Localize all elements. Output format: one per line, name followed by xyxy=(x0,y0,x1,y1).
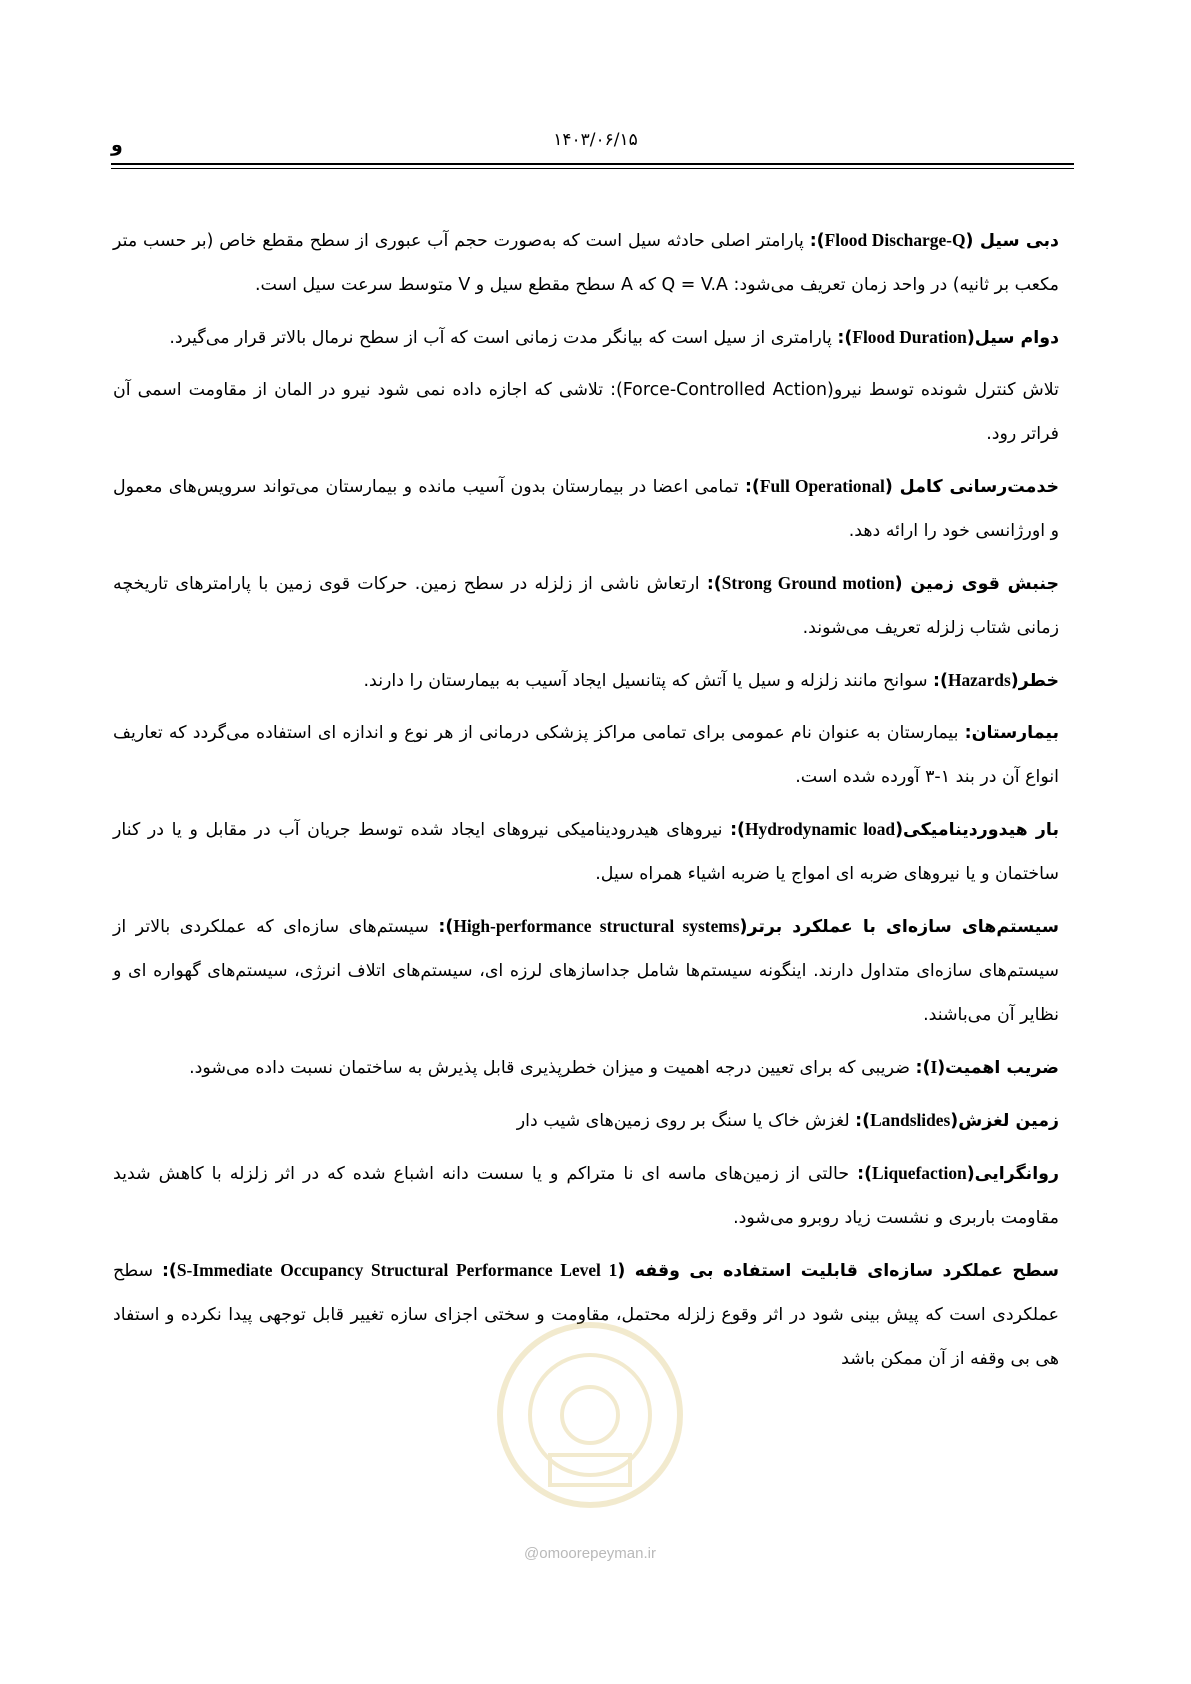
definition-term-close: ): xyxy=(855,1111,871,1131)
definition-paragraph xyxy=(113,904,1059,1037)
definition-term: بار هیدوردینامیکی( xyxy=(895,820,1059,840)
definition-paragraph xyxy=(113,315,1059,360)
definition-term: زمین لغزش( xyxy=(950,1111,1059,1131)
definition-paragraph xyxy=(113,464,1059,553)
definition-term-english: S-Immediate Occupancy Structural Performance Level 1 xyxy=(176,1260,618,1280)
definition-text: سوانح مانند زلزله و سیل یا آتش که پتانسیل ایجاد آسیب به بیمارستان را دارند. xyxy=(363,671,934,691)
definition-term-english: Hydrodynamic load xyxy=(744,819,896,839)
watermark-text: @omoorepeyman.ir xyxy=(524,1545,656,1562)
definition-paragraph xyxy=(113,218,1059,307)
definition-term-close: ): xyxy=(857,1164,873,1184)
definition-text: پارامتر اصلی حادثه سیل است که به‌صورت حجم آب عبوری از سطح مقطع خاص (بر حسب متر مکعب بر ثانیه) در واحد زمان تعریف می‌شود: Q = V.A که A سطح مقطع سیل و V متوسط سرعت سیل است. xyxy=(113,231,1059,295)
definition-term-close: ): xyxy=(837,328,853,348)
definition-term: خدمت‌رسانی کامل ( xyxy=(884,477,1060,497)
definition-term-english: I xyxy=(930,1057,938,1077)
definition-text: لغزش خاک یا سنگ بر روی زمین‌های شیب دار xyxy=(516,1111,856,1131)
definition-term: خطر( xyxy=(1010,671,1059,691)
definition-term-english: Full Operational xyxy=(759,476,885,496)
definition-paragraph xyxy=(113,1045,1059,1090)
definition-paragraph xyxy=(113,711,1059,799)
definition-paragraph xyxy=(113,1098,1059,1143)
definition-term: دوام سیل( xyxy=(966,328,1059,348)
definition-text: ارتعاش ناشی از زلزله در سطح زمین. حرکات قوی زمین با پارامترهای تاریخچه زمانی شتاب زلزله تعریف می‌شوند. xyxy=(113,574,1059,638)
definition-term: روانگرایی( xyxy=(966,1164,1059,1184)
definition-term: سیستم‌های سازه‌ای با عملکرد برتر( xyxy=(739,917,1059,937)
definition-term: دبی سیل ( xyxy=(965,231,1059,251)
definition-paragraph xyxy=(113,368,1059,456)
header-rule-thick xyxy=(111,163,1074,165)
definition-term-english: Liquefaction xyxy=(872,1163,967,1183)
definition-text: تمامی اعضا در بیمارستان بدون آسیب مانده و بیمارستان می‌تواند سرویس‌های معمول و اورژانسی خود را ارائه دهد. xyxy=(113,477,1059,541)
definition-text: سیستم‌های سازه‌ای که عملکردی بالاتر از سیستم‌های سازه‌ای متداول دارند. اینگونه سیستم‌ها شامل جداسازهای لرزه ای، سیستم‌های اتلاف انرژی، سیستم‌های گهواره ای و نظایر آن می‌باشند. xyxy=(113,917,1059,1025)
definition-term-english: Hazards xyxy=(947,670,1011,690)
definition-text: سطح عملکردی است که پیش بینی شود در اثر وقوع زلزله محتمل، مقاومت و سختی اجزای سازه تغییر قابل توجهی پیدا نکرده و استفاد هی بی وقفه از آن ممکن باشد xyxy=(113,1261,1059,1369)
definition-term-english: Flood Discharge-Q xyxy=(824,230,966,250)
definition-text: پارامتری از سیل است که بیانگر مدت زمانی است که آب از سطح نرمال بالاتر قرار می‌گیرد. xyxy=(169,328,838,348)
definition-text: حالتی از زمین‌های ماسه ای نا متراکم و یا سست دانه اشباع شده که در اثر زلزله با کاهش شدید مقاومت باربری و نشست زیاد روبرو می‌شود. xyxy=(113,1164,1059,1228)
definition-term-english: High-performance structural systems xyxy=(453,916,740,936)
definition-term-close: ): xyxy=(915,1058,931,1078)
definitions-list xyxy=(113,218,1059,1389)
definition-term-english: Landslides xyxy=(870,1110,951,1130)
definition-paragraph xyxy=(113,658,1059,703)
page-number: و xyxy=(111,134,123,156)
definition-paragraph xyxy=(113,1151,1059,1240)
definition-term-close: ): xyxy=(438,917,454,937)
header-date: ۱۴۰۳/۰۶/۱۵ xyxy=(553,130,638,150)
definition-term-close: ): xyxy=(161,1261,177,1281)
definition-paragraph xyxy=(113,561,1059,650)
definition-text: نیروهای هیدرودینامیکی نیروهای ایجاد شده توسط جریان آب در مقابل و یا در کنار ساختمان و یا نیروهای ضربه ای امواج یا ضربه اشیاء همراه سیل. xyxy=(113,820,1059,884)
watermark-seal-icon xyxy=(490,1315,690,1515)
definition-text: ضریبی که برای تعیین درجه اهمیت و میزان خطرپذیری قابل پذیرش به ساختمان نسبت داده می‌شود. xyxy=(189,1058,916,1078)
header-rule-thin xyxy=(111,168,1074,169)
definition-text: تلاش کنترل شونده توسط نیرو(Force-Controlled Action): تلاشی که اجازه داده نمی شود نیرو در المان از مقاومت اسمی آن فراتر رود. xyxy=(113,380,1059,444)
definition-term: ضریب اهمیت( xyxy=(937,1058,1059,1078)
definition-term-close: ): xyxy=(706,574,722,594)
definition-term-close: ): xyxy=(744,477,760,497)
definition-term-english: Strong Ground motion xyxy=(721,573,895,593)
definition-term: جنبش قوی زمین ( xyxy=(894,574,1059,594)
definition-text: بیمارستان به عنوان نام عمومی برای تمامی مراکز پزشکی درمانی از هر نوع و اندازه ای استفاده می‌گردد که تعاریف انواع آن در بند ۱-۳ آورده شده است. xyxy=(113,723,1059,787)
definition-term-close: ): xyxy=(730,820,745,840)
definition-term: بیمارستان: xyxy=(964,723,1059,743)
definition-term-close: ): xyxy=(933,671,948,691)
definition-term-close: ): xyxy=(809,231,825,251)
definition-paragraph xyxy=(113,807,1059,896)
definition-term-english: Flood Duration xyxy=(852,327,967,347)
definition-term: سطح عملکرد سازه‌ای قابلیت استفاده بی وقفه ( xyxy=(617,1261,1060,1281)
